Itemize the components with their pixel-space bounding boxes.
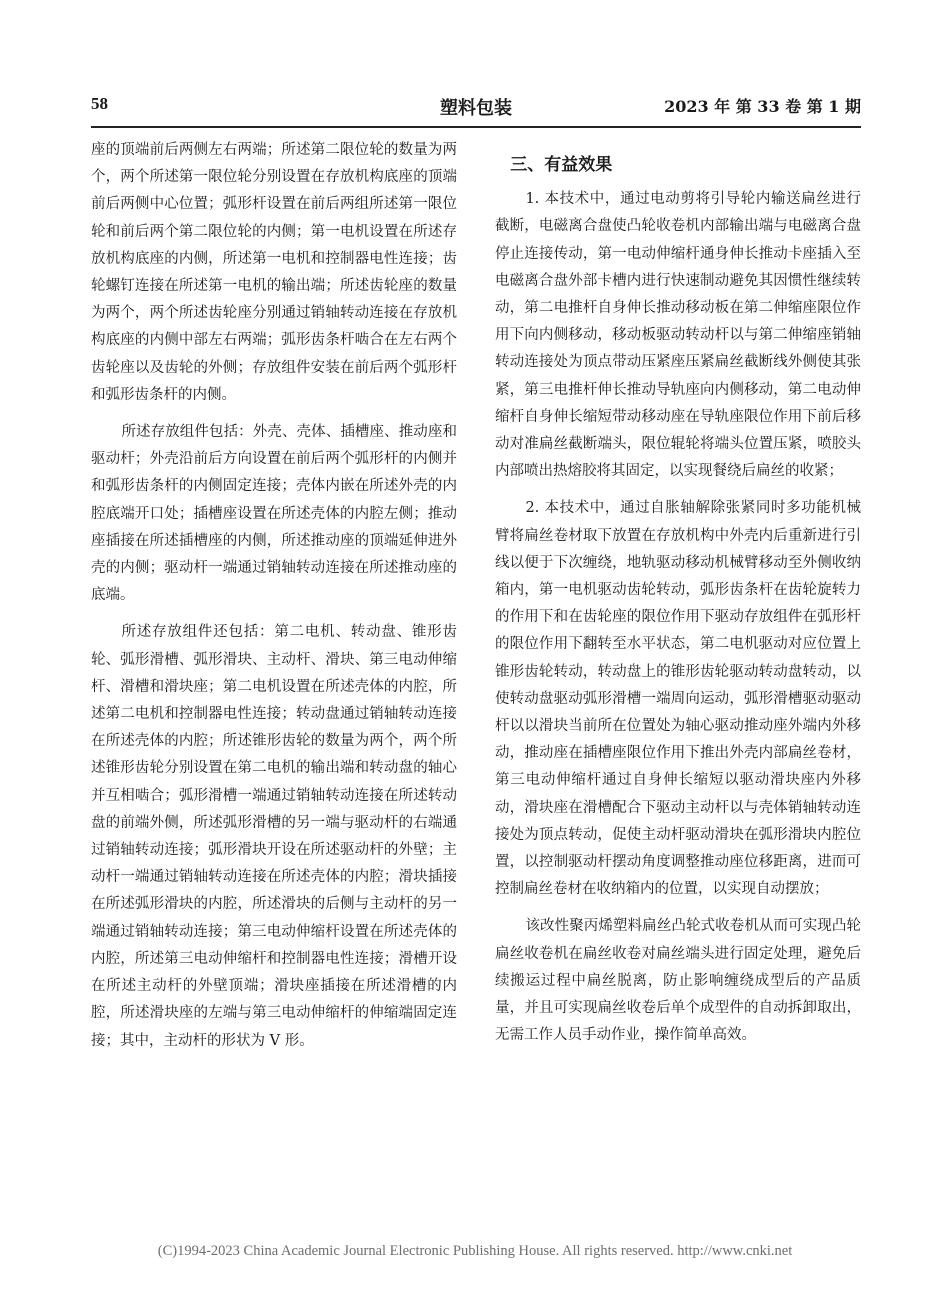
copyright-footer: (C)1994-2023 China Academic Journal Electronic Publishing House. All rights reserved. http://www.cnki.net bbox=[157, 1243, 793, 1259]
right-column bbox=[495, 137, 861, 1060]
section-heading: 三、有益效果 bbox=[510, 155, 613, 175]
left-column bbox=[91, 137, 457, 1065]
page-number: 58 bbox=[91, 94, 108, 113]
header-rule bbox=[91, 126, 861, 128]
paragraph: 座的顶端前后两侧左右两端；所述第二限位轮的数量为两个，两个所述第一限位轮分别设置在存放机构底座的顶端前后两侧中心位置；弧形杆设置在前后两组所述第一限位轮和前后两个第二限位轮的内侧；第一电机设置在所述存放机构底座的内侧，所述第一电机和控制器电性连接；齿轮螺钉连接在所述第一电机的输出端；所述齿轮座的数量为两个，两个所述齿轮座分别通过销轴转动连接在存放机构底座的内侧中部左右两端；弧形齿条杆啮合在左右两个齿轮座以及齿轮的外侧；存放组件安装在前后两个弧形杆和弧形齿条杆的内侧。 bbox=[91, 142, 457, 403]
paragraph: 所述存放组件还包括：第二电机、转动盘、锥形齿轮、弧形滑槽、弧形滑块、主动杆、滑块、第三电动伸缩杆、滑槽和滑块座；第二电机设置在所述壳体的内腔，所述第二电机和控制器电性连接；转动盘通过销轴转动连接在所述壳体的内腔；所述锥形齿轮的数量为两个，两个所述锥形齿轮分别设置在第二电机的输出端和转动盘的轴心并互相啮合；弧形滑槽一端通过销轴转动连接在所述转动盘的前端外侧，所述弧形滑槽的另一端与驱动杆的右端通过销轴转动连接；弧形滑块开设在所述驱动杆的外壁；主动杆一端通过销轴转动连接在所述壳体的内腔；滑块插接在所述弧形滑块的内腔，所述滑块的后侧与主动杆的另一端通过销轴转动连接；第三电动伸缩杆设置在所述壳体的内腔，所述第三电动伸缩杆和控制器电性连接；滑槽开设在所述主动杆的外壁顶端；滑块座插接在所述滑槽的内腔，所述滑块座的左端与第三电动伸缩杆的伸缩端固定连接；其中，主动杆的形状为 V 形。 bbox=[91, 624, 457, 1049]
paragraph: 该改性聚丙烯塑料扁丝凸轮式收卷机从而可实现凸轮扁丝收卷机在扁丝收卷对扁丝端头进行固定处理，避免后续搬运过程中扁丝脱离，防止影响缠绕成型后的产品质量，并且可实现扁丝收卷后单个成型件的自动拆卸取出，无需工作人员手动作业，操作简单高效。 bbox=[495, 918, 861, 1044]
page-header bbox=[91, 94, 861, 124]
issue-info: 2023 年 第 33 卷 第 1 期 bbox=[664, 97, 861, 116]
paragraph: 1. 本技术中，通过电动剪将引导轮内输送扁丝进行截断，电磁离合盘使凸轮收卷机内部输出端与电磁离合盘停止连接传动，第一电动伸缩杆通身伸长推动卡座插入至电磁离合盘外部卡槽内进行快速制动避免其因惯性继续转动，第二电推杆自身伸长推动移动板在第二伸缩座限位作用下向内侧移动，移动板驱动转动杆以与第二伸缩座销轴转动连接处为顶点带动压紧座压紧扁丝截断线外侧使其张紧，第三电推杆伸长推动导轨座向内侧移动，第二电动伸缩杆自身伸长缩短带动移动座在导轨座限位作用下前后移动对准扁丝截断端头，限位辊轮将端头位置压紧，喷胶头内部喷出热熔胶将其固定，以实现餐绕后扁丝的收紧； bbox=[495, 191, 861, 480]
journal-title: 塑料包装 bbox=[440, 98, 512, 119]
paragraph: 2. 本技术中，通过自胀轴解除张紧同时多功能机械臂将扁丝卷材取下放置在存放机构中外壳内后重新进行引线以便于下次缠绕，地轨驱动移动机械臂移动至外侧收纳箱内，第一电机驱动齿轮转动，弧形齿条杆在齿轮旋转力的作用下和在齿轮座的限位作用下驱动存放组件在弧形杆的限位作用下翻转至水平状态，第二电机驱动对应位置上锥形齿轮转动，转动盘上的锥形齿轮驱动转动盘转动，以使转动盘驱动弧形滑槽一端周向运动，弧形滑槽驱动驱动杆以以滑块当前所在位置处为轴心驱动推动座外端内外移动，推动座在插槽座限位作用下推出外壳内部扁丝卷材，第三电动伸缩杆通过自身伸长缩短以驱动滑块座内外移动，滑块座在滑槽配合下驱动主动杆以与壳体销轴转动连接处为顶点转动，促使主动杆驱动滑块在弧形滑块内腔位置，以控制驱动杆摆动角度调整推动座位移距离，进而可控制扁丝卷材在收纳箱内的位置，以实现自动摆放； bbox=[495, 500, 861, 898]
paragraph: 所述存放组件包括：外壳、壳体、插槽座、推动座和驱动杆；外壳沿前后方向设置在前后两个弧形杆的内侧并和弧形齿条杆的内侧固定连接；壳体内嵌在所述外壳的内腔底端开口处；插槽座设置在所述壳体的内腔左侧；推动座插接在所述插槽座的内侧，所述推动座的顶端延伸进外壳的内侧；驱动杆一端通过销轴转动连接在所述推动座的底端。 bbox=[91, 424, 457, 604]
